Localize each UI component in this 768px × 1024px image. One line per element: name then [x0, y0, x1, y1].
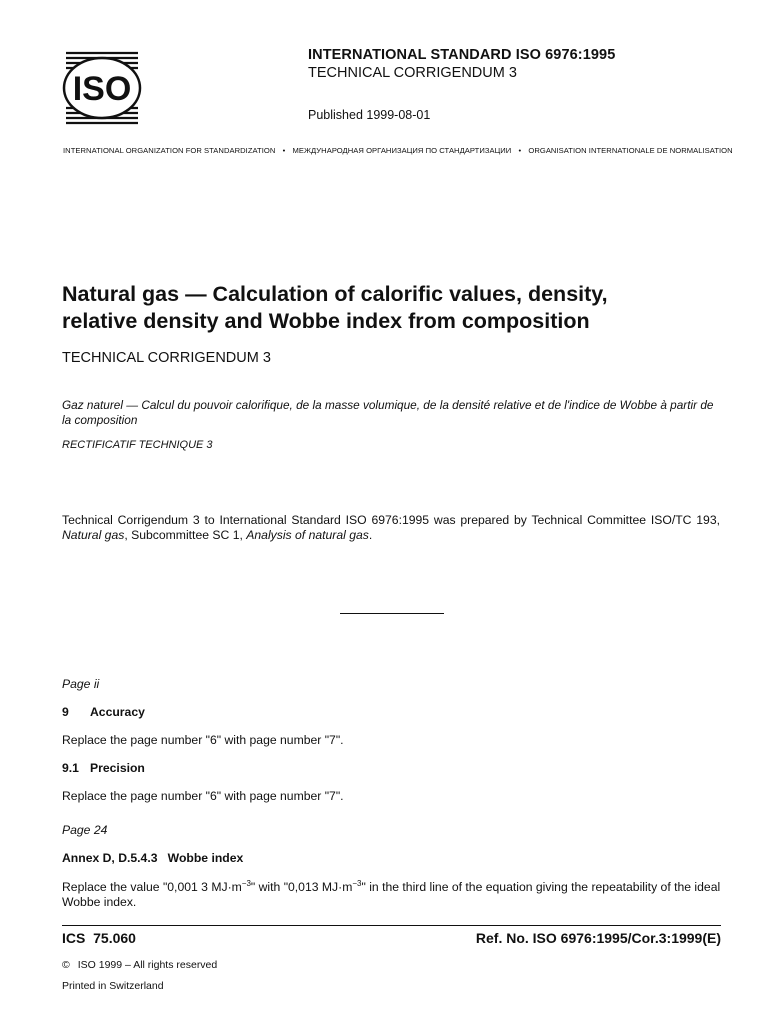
annex-text-b: " with "0,013 MJ·m — [250, 880, 353, 894]
exponent: −3 — [352, 879, 362, 888]
svg-text:ISO: ISO — [72, 70, 132, 108]
org-name-ru: МЕЖДУНАРОДНАЯ ОРГАНИЗАЦИЯ ПО СТАНДАРТИЗАЦИИ — [292, 146, 512, 155]
page-ref-24: Page 24 — [62, 823, 108, 837]
annex-text-c: " in the third line of the equation giving the repeatability of the ideal Wobbe index. — [62, 880, 721, 909]
footer-rule — [62, 925, 721, 926]
intro-text-2: , Subcommittee SC 1, — [124, 528, 247, 542]
section-9-heading — [62, 705, 145, 719]
subcommittee-name: Analysis of natural gas — [246, 528, 369, 542]
section-title: Accuracy — [90, 705, 145, 719]
ics-code: ICS 75.060 — [62, 930, 136, 946]
printed-location: Printed in Switzerland — [62, 980, 164, 992]
section-9-text: Replace the page number "6" with page number "7". — [62, 733, 344, 747]
title-line-1: Natural gas — Calculation of calorific values, density, — [62, 282, 608, 306]
intro-paragraph — [62, 513, 720, 543]
section-title: Precision — [90, 761, 145, 775]
section-9-1-text: Replace the page number "6" with page number "7". — [62, 789, 344, 803]
iso-logo — [62, 48, 142, 128]
separator-line — [340, 613, 444, 614]
org-name-en: INTERNATIONAL ORGANIZATION FOR STANDARDIZATION — [63, 146, 276, 155]
published-date: Published 1999-08-01 — [308, 108, 431, 122]
bullet: • — [282, 146, 286, 155]
copyright-icon: © — [62, 959, 70, 971]
standard-title: INTERNATIONAL STANDARD ISO 6976:1995 — [308, 47, 616, 63]
annex-text — [62, 880, 722, 910]
committee-name: Natural gas — [62, 528, 125, 542]
intro-text-1: Technical Corrigendum 3 to International Standard ISO 6976:1995 was prepared by Technical Committee ISO/TC 193, — [62, 513, 720, 527]
reference-number: Ref. No. ISO 6976:1995/Cor.3:1999(E) — [475, 930, 721, 946]
copyright-text: ISO 1999 – All rights reserved — [77, 959, 218, 971]
corrigendum-heading: TECHNICAL CORRIGENDUM 3 — [62, 350, 271, 366]
bullet: • — [518, 146, 522, 155]
exponent: −3 — [241, 879, 251, 888]
page-ref-ii: Page ii — [62, 677, 100, 691]
document-title — [62, 281, 742, 335]
organization-names — [63, 146, 733, 155]
title-line-2: relative density and Wobbe index from composition — [62, 309, 590, 333]
section-number: 9 — [62, 705, 69, 719]
org-name-fr: ORGANISATION INTERNATIONALE DE NORMALISATION — [528, 146, 733, 155]
copyright-notice — [62, 959, 217, 971]
annex-text-a: Replace the value "0,001 3 MJ·m — [62, 880, 242, 894]
french-title: Gaz naturel — Calcul du pouvoir calorifique, de la masse volumique, de la densité relative et de l'indice de Wobbe à partir de la composition — [62, 398, 714, 427]
corrigendum-label: TECHNICAL CORRIGENDUM 3 — [308, 65, 517, 81]
section-9-1-heading — [62, 761, 145, 775]
french-corrigendum: RECTIFICATIF TECHNIQUE 3 — [62, 439, 213, 451]
intro-text-3: . — [368, 528, 373, 542]
annex-heading: Annex D, D.5.4.3 Wobbe index — [62, 851, 244, 865]
section-number: 9.1 — [62, 761, 79, 775]
